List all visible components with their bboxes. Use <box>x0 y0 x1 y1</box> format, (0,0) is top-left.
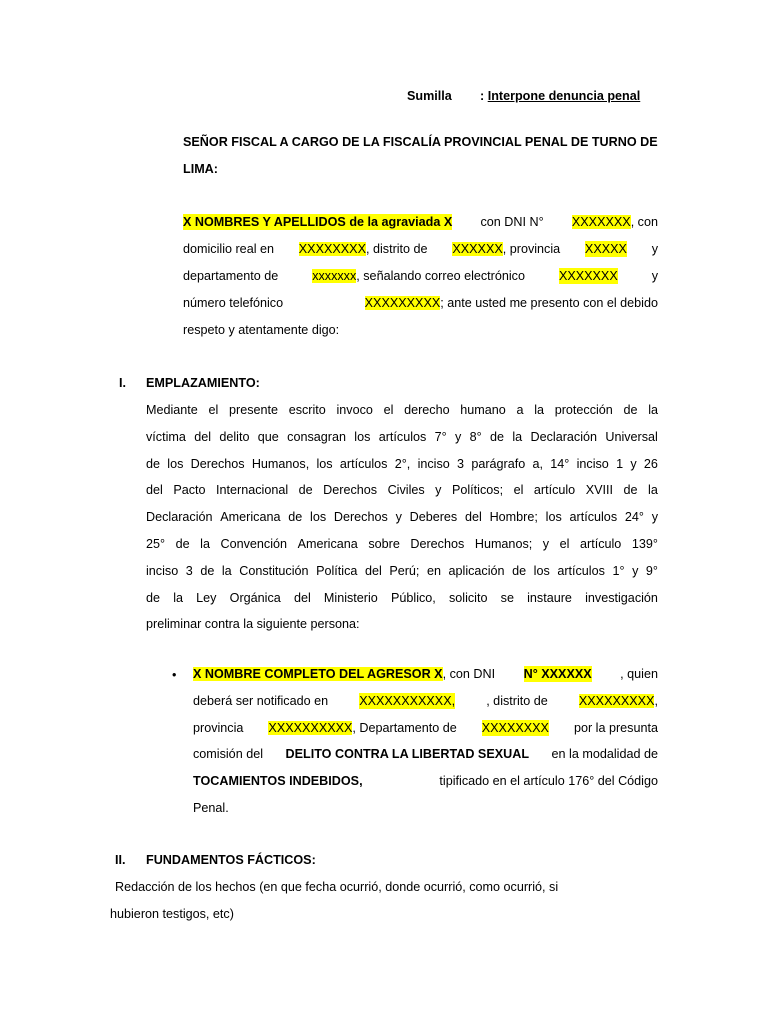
bullet-text: deberá ser notificado en <box>193 694 329 708</box>
section-2-title: FUNDAMENTOS FÁCTICOS: <box>146 853 316 867</box>
victim-dni: XXXXXXX <box>571 215 631 229</box>
addressee-line-1: SEÑOR FISCAL A CARGO DE LA FISCALÍA PROVINCIAL PENAL DE TURNO DE <box>183 135 658 149</box>
victim-correo: XXXXXXX <box>558 269 618 283</box>
intro-text: , distrito de <box>365 242 428 256</box>
section-1-line: Declaración Americana de los Derechos y Deberes del Hombre; los artículos 24° y <box>146 510 658 525</box>
section-2-number: II. <box>115 853 126 867</box>
bullet-text: , <box>654 694 658 708</box>
bullet-text: , quien <box>620 667 658 681</box>
bullet-text: , Departamento de <box>352 721 457 735</box>
section-1-line: inciso 3 de la Constitución Política del Perú; en aplicación de los artículos 1° y 9° <box>146 563 658 578</box>
intro-text: ; ante usted me presento con el debido <box>440 296 658 310</box>
aggressor-departamento: XXXXXXXX <box>481 721 549 735</box>
bullet-line-2 <box>193 693 658 709</box>
sumilla-label: Sumilla <box>407 89 452 103</box>
crime-name: DELITO CONTRA LA LIBERTAD SEXUAL <box>285 747 530 761</box>
intro-text: , señalando correo electrónico <box>356 269 525 283</box>
intro-text: departamento de <box>183 269 279 283</box>
section-1-title: EMPLAZAMIENTO: <box>146 376 260 390</box>
victim-provincia: XXXXX <box>584 242 627 256</box>
intro-text: y <box>651 242 658 256</box>
bullet-text: comisión del <box>193 747 263 761</box>
crime-modality: TOCAMIENTOS INDEBIDOS, <box>193 774 363 788</box>
bullet-text: , con DNI <box>442 667 496 681</box>
intro-text: , con <box>630 215 658 229</box>
sumilla-value-line <box>480 88 640 104</box>
sumilla-colon: : <box>480 89 485 103</box>
section-1-line: de los Derechos Humanos, los artículos 2°, inciso 3 parágrafo a, 14° inciso 1 y 26 <box>146 456 658 471</box>
bullet-line-1 <box>193 666 658 682</box>
section-1-line: víctima del delito que consagran los artículos 7° y 8° de la Declaración Universal <box>146 429 658 444</box>
bullet-text: por la presunta <box>573 721 658 735</box>
section-1-line: de la Ley Orgánica del Ministerio Público, solicito se instaure investigación <box>146 590 658 605</box>
bullet-line-3 <box>193 720 658 736</box>
section-2-line-2: hubieron testigos, etc) <box>110 907 234 921</box>
bullet-line-6: Penal. <box>193 801 229 815</box>
bullet-text: en la modalidad de <box>551 747 658 761</box>
intro-text: domicilio real en <box>183 242 274 256</box>
section-1-number: I. <box>119 376 126 390</box>
sumilla-line <box>407 88 452 104</box>
intro-text: con DNI N° <box>480 215 544 229</box>
bullet-text: , distrito de <box>486 694 548 708</box>
intro-line-3 <box>183 268 658 284</box>
intro-line-4 <box>183 295 658 311</box>
intro-line-2 <box>183 241 658 257</box>
victim-distrito: XXXXXX <box>452 242 503 256</box>
section-1-line: Mediante el presente escrito invoco el derecho humano a la protección de la <box>146 403 658 417</box>
aggressor-distrito: XXXXXXXXX <box>578 694 655 708</box>
section-1-line: 25° de la Convención Americana sobre Derechos Humanos; y el artículo 139° <box>146 537 658 551</box>
bullet-symbol: • <box>172 668 177 682</box>
bullet-text: tipificado en el artículo 176° del Código <box>439 774 658 788</box>
aggressor-provincia: XXXXXXXXXX <box>268 721 353 735</box>
aggressor-dni: N° XXXXXX <box>523 667 592 681</box>
intro-line-5: respeto y atentamente digo: <box>183 323 340 337</box>
victim-domicilio: XXXXXXXX <box>298 242 366 256</box>
victim-departamento: xxxxxxx <box>312 269 357 283</box>
sumilla-value: Interpone denuncia penal <box>487 89 641 103</box>
aggressor-name: X NOMBRE COMPLETO DEL AGRESOR X <box>193 667 443 681</box>
bullet-line-5 <box>193 773 658 789</box>
intro-text: , provincia <box>502 242 561 256</box>
victim-telefono: XXXXXXXXX <box>364 296 441 310</box>
addressee-line-2: LIMA: <box>183 162 218 176</box>
bullet-text: provincia <box>193 721 244 735</box>
bullet-line-4 <box>193 746 658 762</box>
section-1-line: del Pacto Internacional de Derechos Civiles y Políticos; el artículo XVIII de la <box>146 483 658 498</box>
section-2-line-1: Redacción de los hechos (en que fecha ocurrió, donde ocurrió, como ocurrió, si <box>115 880 559 894</box>
victim-name: X NOMBRES Y APELLIDOS de la agraviada X <box>183 215 453 229</box>
aggressor-domicilio: XXXXXXXXXXX, <box>359 694 456 708</box>
intro-text: y <box>651 269 658 283</box>
intro-text: número telefónico <box>183 296 284 310</box>
intro-line-1 <box>183 214 658 230</box>
section-1-line: preliminar contra la siguiente persona: <box>146 617 360 632</box>
